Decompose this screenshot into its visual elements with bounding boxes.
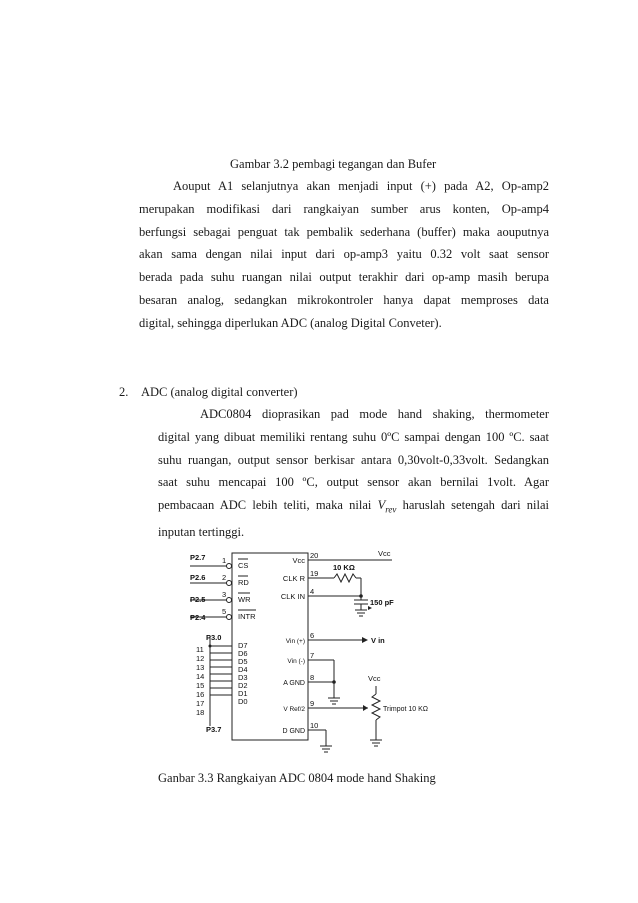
chip-pin-label: A GND: [283, 680, 305, 687]
adc0804-schematic: [186, 548, 429, 756]
pin-number: 16: [196, 690, 205, 699]
port-label: P2.4: [190, 613, 206, 622]
section-number: 2.: [119, 385, 129, 399]
paragraph-line: merupakan modifikasi dari rangkaiyan sumber arus konten, Op-amp4: [139, 201, 549, 216]
chip-pin-label: D GND: [282, 728, 305, 735]
pin-number: 18: [196, 708, 205, 717]
chip-pin-label: D0: [238, 697, 248, 706]
pin-number: 17: [196, 699, 205, 708]
pin-number: 14: [196, 672, 205, 681]
section-heading: [119, 385, 298, 400]
pin-number: 1: [222, 556, 227, 565]
paragraph-adc: [158, 403, 549, 544]
paragraph-line: Aouput A1 selanjutnya akan menjadi input (+) pada A2, Op-amp2: [173, 179, 549, 193]
chip-pin-label: CLK IN: [280, 592, 305, 601]
section-title: ADC (analog digital converter): [141, 385, 298, 399]
chip-pin-label: Vin (-): [287, 658, 305, 665]
trimpot-label: Trimpot 10 KΩ: [383, 706, 429, 713]
paragraph-line: digital yang dibuat memiliki rentang suhu 0ºC sampai dengan 100 ºC. saat: [158, 429, 549, 444]
vcc-label: Vcc: [378, 549, 391, 558]
chip-pin-label: D5: [238, 657, 248, 666]
paragraph-buffer: [139, 175, 549, 335]
chip-pin-label: D4: [238, 665, 248, 674]
pin-number: 11: [196, 645, 204, 654]
pin-number: 20: [310, 551, 319, 560]
figure-caption-3-2: Gambar 3.2 pembagi tegangan dan Bufer: [230, 157, 437, 171]
pin-number: 4: [310, 587, 315, 596]
adc0804-circuit-figure: [186, 548, 429, 756]
chip-pin-label: V Ref/2: [283, 706, 305, 713]
chip-pin-label: D7: [238, 641, 248, 650]
chip-pin-label: D6: [238, 649, 248, 658]
capacitor-label: 150 pF: [370, 598, 394, 607]
resistor-label: 10 KΩ: [333, 563, 355, 572]
port-label: P2.6: [190, 573, 206, 582]
chip-pin-label: WR: [238, 595, 251, 604]
chip-pin-label: RD: [238, 578, 249, 587]
pin-number: 5: [222, 607, 227, 616]
paragraph-line: pembacaan ADC lebih teliti, maka nilai $V_{rev}$ haruslah setengah dari nilai: [158, 498, 550, 515]
paragraph-line: digital, sehingga diperlukan ADC (analog Digital Conveter).: [139, 315, 442, 330]
chip-pin-label: CLK R: [282, 574, 305, 583]
pin-number: 7: [310, 651, 315, 660]
port-label: P2.5: [190, 595, 206, 604]
chip-pin-label: D3: [238, 673, 248, 682]
paragraph-line: saat suhu mencapai 100 ºC, output sensor akan bernilai 1volt. Agar: [158, 475, 549, 490]
port-label: P3.7: [206, 725, 222, 734]
vin-label: V in: [371, 636, 385, 645]
figure-caption-3-3: Ganbar 3.3 Rangkaiyan ADC 0804 mode hand Shaking: [158, 771, 436, 785]
vref-symbol: $V_{rev}$: [377, 498, 397, 515]
paragraph-line: inputan tertinggi.: [158, 525, 245, 540]
chip-pin-label: CS: [238, 561, 249, 570]
pin-number: 2: [222, 573, 227, 582]
chip-pin-label: Vcc: [292, 556, 305, 565]
paragraph-line: berfungsi sebagai penguat tak pembalik sederhana (buffer) maka aouputnya: [139, 224, 549, 239]
chip-pin-label: D2: [238, 681, 248, 690]
pin-number: 10: [310, 721, 319, 730]
pin-number: 3: [222, 590, 227, 599]
chip-pin-label: Vin (+): [285, 638, 305, 645]
paragraph-line: suhu ruangan, output sensor berkisar antara 0,30volt-0,33volt. Sedangkan: [158, 452, 549, 467]
vcc-trimpot-label: Vcc: [368, 674, 381, 683]
chip-pin-label: INTR: [238, 612, 256, 621]
pin-number: 9: [310, 699, 315, 708]
port-label: P3.0: [206, 633, 222, 642]
pin-number: 15: [196, 681, 205, 690]
pin-number: 13: [196, 663, 205, 672]
paragraph-line: berada pada suhu ruangan nilai output terakhir dari op-amp masih berupa: [139, 270, 549, 285]
paragraph-line: ADC0804 dioprasikan pad mode hand shaking, thermometer: [200, 407, 549, 421]
port-label: P2.7: [190, 553, 206, 562]
pin-number: 12: [196, 654, 205, 663]
chip-pin-label: D1: [238, 689, 248, 698]
pin-number: 8: [310, 673, 315, 682]
pin-number: 19: [310, 569, 319, 578]
paragraph-line: akan sama dengan nilai input dari op-amp3 yaitu 0.32 volt saat sensor: [139, 247, 549, 262]
pin-number: 6: [310, 631, 315, 640]
paragraph-line: besaran analog, sedangkan mikrokontroler hanya dapat memproses data: [139, 292, 549, 307]
